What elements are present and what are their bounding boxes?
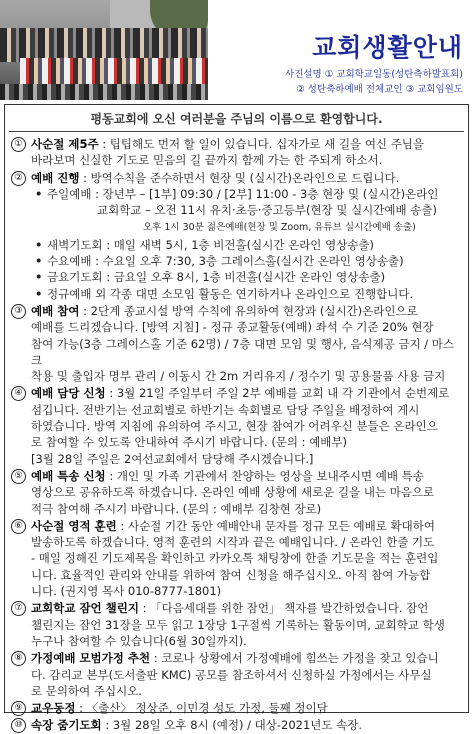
item-text: 영상으로 공유하도록 하겠습니다. 온라인 예배 상황에 새로운 길을 내는 마음으로	[31, 485, 435, 500]
item-number: ②	[11, 171, 26, 186]
notice-item	[11, 303, 462, 384]
item-number: ⑥	[11, 519, 26, 534]
item-text: 예배를 드리겠습니다. [방역 지침] - 정규 종교활동(예배) 좌석 수 기준 20% 현장	[31, 320, 434, 335]
item-heading: 가정예배 모범가정 추천	[31, 651, 151, 666]
notice-item	[11, 136, 462, 169]
item-text: : 코로나 상황에서 가정예배에 힘쓰는 가정을 찾고 있습니	[150, 651, 439, 666]
item-text: 하였습니다. 방역 지침에 유의하여 주시고, 현장 참여가 어려우신 분들은 온라인으	[31, 419, 438, 434]
item-text: : 개인 및 가족 기관에서 찬양하는 영상을 보내주시면 예배 특송	[105, 468, 424, 483]
photo-caption-line1: 사진설명 ① 교회학교일동(성탄축하발표회)	[285, 69, 463, 80]
notice-item	[11, 600, 462, 649]
notice-item	[11, 468, 462, 517]
item-text: 착용 및 출입자 명부 관리 / 이동시 간 2m 거리유지 / 정수기 및 공용물품 사용 금지	[31, 369, 446, 384]
item-text: : 방역수칙을 준수하면서 현장 및 (실시간)온라인으로 드립니다.	[79, 170, 400, 185]
notice-item	[11, 650, 462, 699]
item-text: 누구나 참여할 수 있습니다(6월 30일까지).	[31, 633, 247, 648]
item-number: ④	[11, 386, 26, 401]
item-heading: 예배 참여	[31, 303, 80, 318]
notice-item	[11, 717, 462, 733]
group-photo	[0, 0, 208, 100]
notice-item	[11, 170, 462, 302]
item-text: [3월 28일 주일은 2여선교회에서 담당해 주시겠습니다.]	[31, 451, 314, 466]
welcome-text: 평동교회에 오신 여러분을 주님의 이름으로 환영합니다.	[9, 105, 464, 132]
schedule-row: • 주일예배 : 장년부 – [1부] 09:30 / [2부] 11:00 - 3층 현장 및 (실시간)온라인	[35, 186, 439, 201]
item-text: 바라보며 신실한 기도로 믿음의 길 끝까지 함께 가는 한 주되게 하소서.	[31, 153, 383, 168]
item-text: : 「다음세대를 위한 잠언」 책자를 발간하였습니다. 잠언	[139, 601, 429, 616]
item-text: : 3월 28일 오후 8시 (예정) / 대상-2021년도 속장.	[101, 718, 363, 733]
item-text: : 팁팁해도 먼저 할 일이 있습니다. 십자가로 새 길을 여신 주님을	[98, 137, 425, 151]
schedule-row: • 정규예배 외 각종 대면 소모임 활동은 연기하거나 온라인으로 진행합니다.	[35, 286, 414, 301]
item-text: 니다. (권지영 목사 010-8777-1801)	[31, 584, 222, 599]
item-number: ①	[11, 137, 26, 152]
item-number: ⑩	[11, 718, 26, 733]
item-heading: 교회학교 잠언 챌린지	[31, 601, 139, 616]
notice-list	[5, 132, 468, 734]
item-heading: 교우동정	[31, 701, 76, 716]
item-number: ⑨	[11, 701, 26, 716]
item-heading: 예배 담당 신청	[31, 386, 106, 401]
item-text: 발송하도록 하겠습니다. 영적 훈련의 시작과 끝은 예배입니다. / 온라인 한줄 기도	[31, 535, 435, 550]
schedule-row: • 수요예배 : 수요일 오후 7:30, 3층 그레이스홀(실시간 온라인 영상송출)	[35, 254, 404, 269]
item-text: 로 문의하여 주십시오.	[31, 683, 142, 698]
item-text: : 3월 21일 주일부터 주일 2부 예배를 교회 내 각 기관에서 순번제로	[105, 386, 450, 401]
notice-item	[11, 518, 462, 599]
item-text: - 매일 정해진 기도제목을 확인하고 카카오톡 채팅창에 한줄 기도문을 적는 훈련입	[31, 551, 439, 566]
notice-item	[11, 700, 462, 716]
schedule-row: • 금요기도회 : 금요일 오후 8시, 1층 비전홀(실시간 온라인 영상송출)	[35, 270, 386, 285]
schedule-row: 교회학교 – 오전 11시 유치·초등·중고등부(현장 및 실시간예배 송출)	[97, 203, 437, 218]
item-text: 다. 감리교 본부(도서출판 KMC) 공모를 참조하셔서 신청하실 가정에서는 사무실	[31, 667, 432, 682]
item-text: 섬깁니다. 전반기는 선교회별로 하반기는 속회별로 담당 주일을 배정하여 게시	[31, 402, 420, 417]
notice-box	[4, 104, 469, 733]
item-heading: 사순절 제5주	[31, 137, 99, 151]
item-text: 로 참여할 수 있도록 안내하여 주시기 바랍니다. (문의 : 예배부)	[31, 435, 348, 450]
item-text: 적극 참여해 주시기 바랍니다. (문의 : 예배부 김창현 장로)	[31, 501, 322, 516]
header	[0, 0, 475, 100]
item-heading: 속장 줌기도회	[31, 718, 102, 733]
item-text: 니다. 효율적인 관리와 안내를 위하여 참여 신청을 해주십시오. 아직 참여 가능합	[31, 567, 431, 582]
schedule-row: 오후 1시 30분 젊은예배(현장 및 Zoom, 유튜브 실시간예배 송출)	[143, 222, 416, 234]
page-title: 교회생활안내	[312, 33, 463, 62]
item-text: : 〈출산〉 정상준, 이민경 성도 가정, 둘째 정이담	[75, 701, 328, 716]
item-number: ⑤	[11, 469, 26, 484]
item-heading: 사순절 영적 훈련	[31, 518, 117, 533]
item-number: ③	[11, 304, 26, 319]
item-text: 참여 가능(3층 그레이스홀 기준 62명) / 7층 대면 모임 및 행사, 음식제공 금지 / 마스크	[31, 336, 454, 367]
notice-item	[11, 385, 462, 466]
item-text: : 사순절 기간 동안 예배안내 문자를 정규 모든 예배로 확대하여	[116, 518, 435, 533]
item-number: ⑦	[11, 601, 26, 616]
item-text: : 2단계 종교시설 방역 수칙에 유의하여 현장과 (실시간)온라인으로	[79, 303, 418, 318]
item-heading: 예배 진행	[31, 170, 80, 185]
item-text: 챌린지는 잠언 31장을 모두 읽고 1장당 1구절씩 기록하는 활동이며, 교회학교 학생	[31, 617, 445, 632]
schedule-row: • 새벽기도회 : 매일 새벽 5시, 1층 비전홀(실시간 온라인 영상송출)	[35, 237, 374, 252]
photo-caption-line2: ② 성탄축하예배 전체교인 ③ 교회임원도	[296, 84, 463, 95]
item-heading: 예배 특송 신청	[31, 468, 106, 483]
item-number: ⑧	[11, 651, 26, 666]
